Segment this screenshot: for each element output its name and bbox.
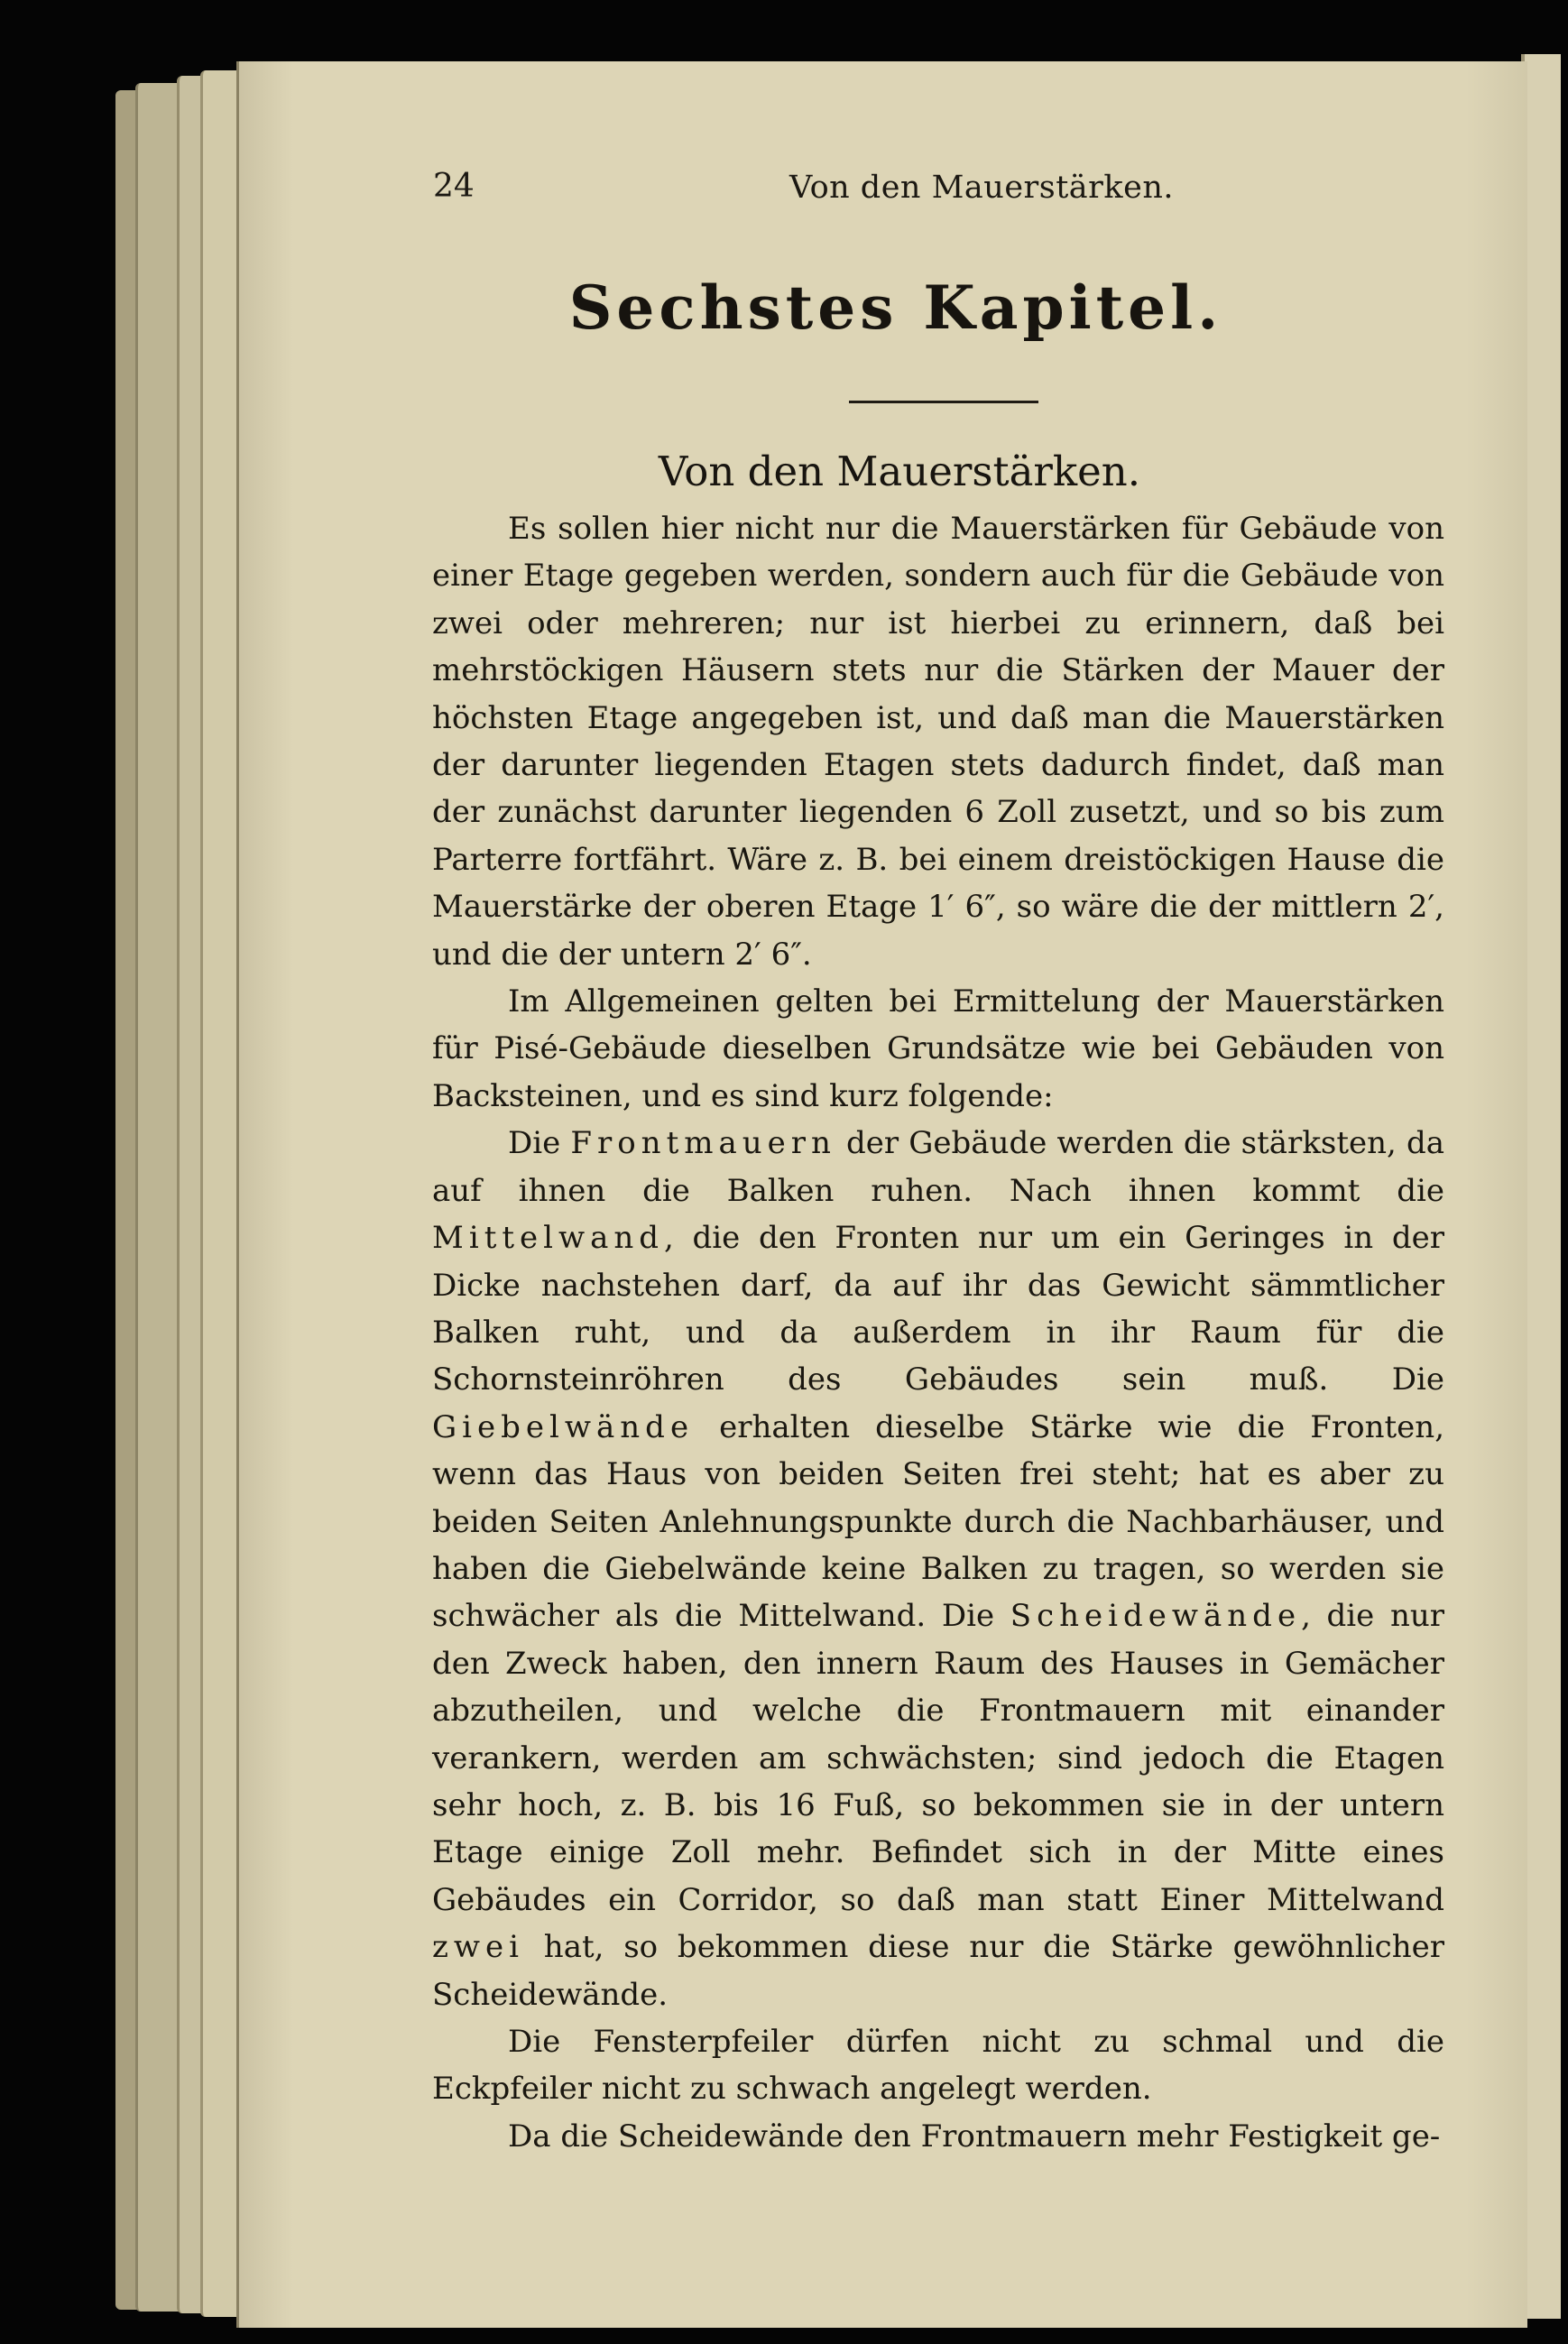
paragraph-segment: , die nur den Zweck haben, den innern Raum des Hauses in Gemächer abzutheilen, und welche die Frontmauern mit einander verankern, werden am schwächsten; sind jedoch die Etagen sehr hoch, z. B. bis 16 Fuß, so bekommen sie in der untern Etage einige Zoll mehr. Befindet sich in der Mitte eines Gebäudes ein Corridor, so daß man statt Einer Mittelwand	[432, 1598, 1444, 1918]
paragraph	[432, 1120, 1444, 2018]
paragraph: Es sollen hier nicht nur die Mauerstärken für Gebäude von einer Etage gegeben werden, sondern auch für die Gebäude von zwei oder mehreren; nur ist hierbei zu erinnern, daß bei mehrstöckigen Häusern stets nur die Stärken der Mauer der höchsten Etage angegeben ist, und daß man die Mauerstärken der darunter liegenden Etagen stets dadurch findet, daß man der zunächst darunter liegenden 6 Zoll zusetzt, und so bis zum Parterre fortfährt. Wäre z. B. bei einem dreistöckigen Hause die Mauerstärke der oberen Etage 1′ 6″, so wäre die der mittlern 2′, und die der untern 2′ 6″.	[432, 511, 1444, 973]
paragraph-segment: Die	[508, 1125, 571, 1162]
paragraph-segment: , die den Fronten nur um ein Geringes in der Dicke nachstehen darf, da auf ihr das Gewicht sämmtlicher Balken ruht, und da außerdem in ihr Raum für die Schornsteinröhren des Gebäudes sein muß. Die	[432, 1220, 1444, 1398]
body-text	[432, 505, 1444, 2160]
emphasis-zwei: zwei	[432, 1929, 525, 1966]
paragraph-segment: der Gebäude werden die stärksten, da auf ihnen die Balken ruhen. Nach ihnen kommt die	[432, 1125, 1444, 1209]
book-page	[236, 61, 1527, 2328]
emphasis-giebelwaende: Giebelwände	[432, 1408, 695, 1445]
paragraph: Da die Scheidewände den Frontmauern mehr Festigkeit ge-	[508, 2118, 1441, 2155]
paragraph-segment: erhalten dieselbe Stärke wie die Fronten, wenn das Haus von beiden Seiten frei steht; hat es aber zu beiden Seiten Anlehnungspunkte durch die Nachbarhäuser, und haben die Giebelwände keine Balken zu tragen, so werden sie schwächer als die Mittelwand. Die	[432, 1408, 1444, 1635]
page-number: 24	[433, 168, 475, 205]
paragraph-segment: hat, so bekommen diese nur die Stärke gewöhnlicher Scheidewände.	[432, 1929, 1444, 2013]
title-rule	[849, 401, 1038, 403]
emphasis-scheidewaende: Scheidewände	[1010, 1598, 1302, 1635]
running-header	[239, 162, 1527, 217]
emphasis-frontmauern: Frontmauern	[570, 1125, 836, 1162]
paragraph: Die Fensterpfeiler dürfen nicht zu schmal und die Eckpfeiler nicht zu schwach angelegt werden.	[432, 2024, 1444, 2108]
section-title: Von den Mauerstärken.	[658, 448, 1141, 495]
running-title: Von den Mauerstärken.	[789, 170, 1174, 206]
emphasis-mittelwand: Mittelwand	[432, 1220, 665, 1257]
paragraph: Im Allgemeinen gelten bei Ermittelung der Mauerstärken für Pisé-Gebäude dieselben Grundsätze wie bei Gebäuden von Backsteinen, und es sind kurz folgende:	[432, 983, 1444, 1114]
chapter-title: Sechstes Kapitel.	[568, 272, 1223, 343]
